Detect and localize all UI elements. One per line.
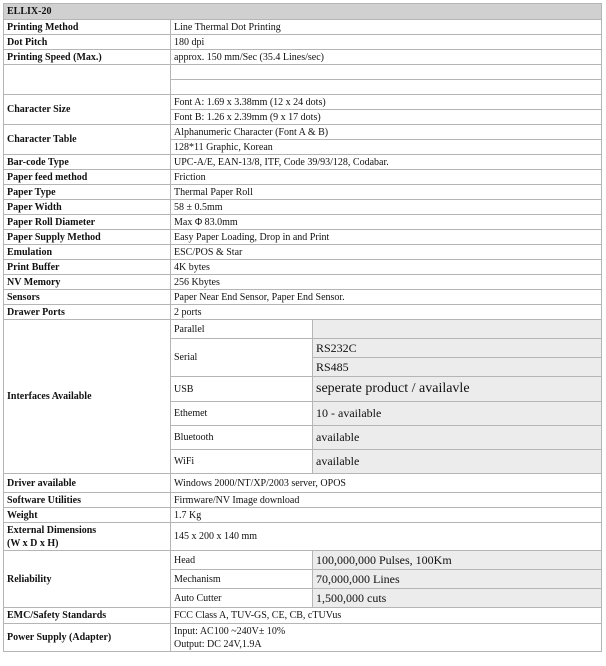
row-label-line: (W x D x H) [7, 537, 59, 549]
row-value-empty [171, 65, 602, 80]
table-row [4, 320, 602, 339]
table-row [4, 523, 602, 551]
row-value: 128*11 Graphic, Korean [171, 140, 602, 155]
row-label: Power Supply (Adapter) [4, 624, 171, 652]
row-value: 4K bytes [171, 260, 602, 275]
table-title: ELLIX-20 [4, 4, 602, 20]
row-label: Dot Pitch [4, 35, 171, 50]
row-value: Font A: 1.69 x 3.38mm (12 x 24 dots) [171, 95, 602, 110]
row-value [171, 624, 602, 652]
table-row [4, 608, 602, 624]
row-value: 256 Kbytes [171, 275, 602, 290]
row-label: Paper Supply Method [4, 230, 171, 245]
row-label: NV Memory [4, 275, 171, 290]
row-value: 58 ± 0.5mm [171, 200, 602, 215]
interface-value: seperate product / availavle [313, 377, 602, 402]
row-label: Drawer Ports [4, 305, 171, 320]
interface-value: available [313, 426, 602, 450]
table-row [4, 50, 602, 65]
interface-name: USB [171, 377, 313, 402]
table-row [4, 290, 602, 305]
row-label-empty [4, 65, 171, 95]
table-row [4, 260, 602, 275]
row-value: Easy Paper Loading, Drop in and Print [171, 230, 602, 245]
row-label: Weight [4, 508, 171, 523]
row-value: ESC/POS & Star [171, 245, 602, 260]
row-label: Emulation [4, 245, 171, 260]
table-row [4, 185, 602, 200]
table-row-empty [4, 65, 602, 80]
row-value: Paper Near End Sensor, Paper End Sensor. [171, 290, 602, 305]
row-label: Paper Width [4, 200, 171, 215]
table-row [4, 155, 602, 170]
row-label: Bar-code Type [4, 155, 171, 170]
row-label: Sensors [4, 290, 171, 305]
row-value: UPC-A/E, EAN-13/8, ITF, Code 39/93/128, Codabar. [171, 155, 602, 170]
interface-name: Serial [171, 339, 313, 377]
row-value: Firmware/NV Image download [171, 493, 602, 508]
table-row [4, 125, 602, 140]
table-row [4, 551, 602, 570]
row-value: Line Thermal Dot Printing [171, 20, 602, 35]
table-row [4, 200, 602, 215]
row-value: 2 ports [171, 305, 602, 320]
row-value: Alphanumeric Character (Font A & B) [171, 125, 602, 140]
reliability-name: Head [171, 551, 313, 570]
row-value: Font B: 1.26 x 2.39mm (9 x 17 dots) [171, 110, 602, 125]
interface-name: WiFi [171, 450, 313, 474]
row-label: Paper feed method [4, 170, 171, 185]
table-row [4, 493, 602, 508]
row-value-empty [171, 80, 602, 95]
interface-value: RS232C [313, 339, 602, 358]
row-value: 145 x 200 x 140 mm [171, 523, 602, 551]
reliability-value: 100,000,000 Pulses, 100Km [313, 551, 602, 570]
row-label-line: External Dimensions [7, 524, 97, 536]
row-label: Paper Type [4, 185, 171, 200]
reliability-value: 1,500,000 cuts [313, 589, 602, 608]
table-row [4, 474, 602, 493]
table-row [4, 624, 602, 652]
interface-name: Parallel [171, 320, 313, 339]
row-value: approx. 150 mm/Sec (35.4 Lines/sec) [171, 50, 602, 65]
spec-table [3, 3, 602, 652]
row-value: Friction [171, 170, 602, 185]
row-label: Printing Method [4, 20, 171, 35]
table-row [4, 305, 602, 320]
table-row [4, 215, 602, 230]
row-label: Printing Speed (Max.) [4, 50, 171, 65]
row-value: 180 dpi [171, 35, 602, 50]
row-label: Paper Roll Diameter [4, 215, 171, 230]
row-value-line: Input: AC100 ~240V± 10% [174, 625, 286, 637]
row-label [4, 523, 171, 551]
table-row [4, 35, 602, 50]
interface-value: 10 - available [313, 402, 602, 426]
row-value: Windows 2000/NT/XP/2003 server, OPOS [171, 474, 602, 493]
row-value-line: Output: DC 24V,1.9A [174, 638, 262, 650]
row-label: Software Utilities [4, 493, 171, 508]
reliability-value: 70,000,000 Lines [313, 570, 602, 589]
interface-value: available [313, 450, 602, 474]
row-value: Max Φ 83.0mm [171, 215, 602, 230]
table-row [4, 508, 602, 523]
interface-value [313, 320, 602, 339]
table-row [4, 95, 602, 110]
row-label: Driver available [4, 474, 171, 493]
interface-name: Bluetooth [171, 426, 313, 450]
row-value: 1.7 Kg [171, 508, 602, 523]
interface-value: RS485 [313, 358, 602, 377]
row-label: Reliability [4, 551, 171, 608]
reliability-name: Auto Cutter [171, 589, 313, 608]
row-label: Interfaces Available [4, 320, 171, 474]
table-title-row [4, 4, 602, 20]
table-row [4, 245, 602, 260]
table-row [4, 230, 602, 245]
interface-name: Ethemet [171, 402, 313, 426]
row-label: Print Buffer [4, 260, 171, 275]
row-value: Thermal Paper Roll [171, 185, 602, 200]
table-row [4, 275, 602, 290]
row-label: Character Size [4, 95, 171, 125]
row-label: EMC/Safety Standards [4, 608, 171, 624]
row-label: Character Table [4, 125, 171, 155]
reliability-name: Mechanism [171, 570, 313, 589]
table-row [4, 20, 602, 35]
row-value: FCC Class A, TUV-GS, CE, CB, cTUVus [171, 608, 602, 624]
table-row [4, 170, 602, 185]
